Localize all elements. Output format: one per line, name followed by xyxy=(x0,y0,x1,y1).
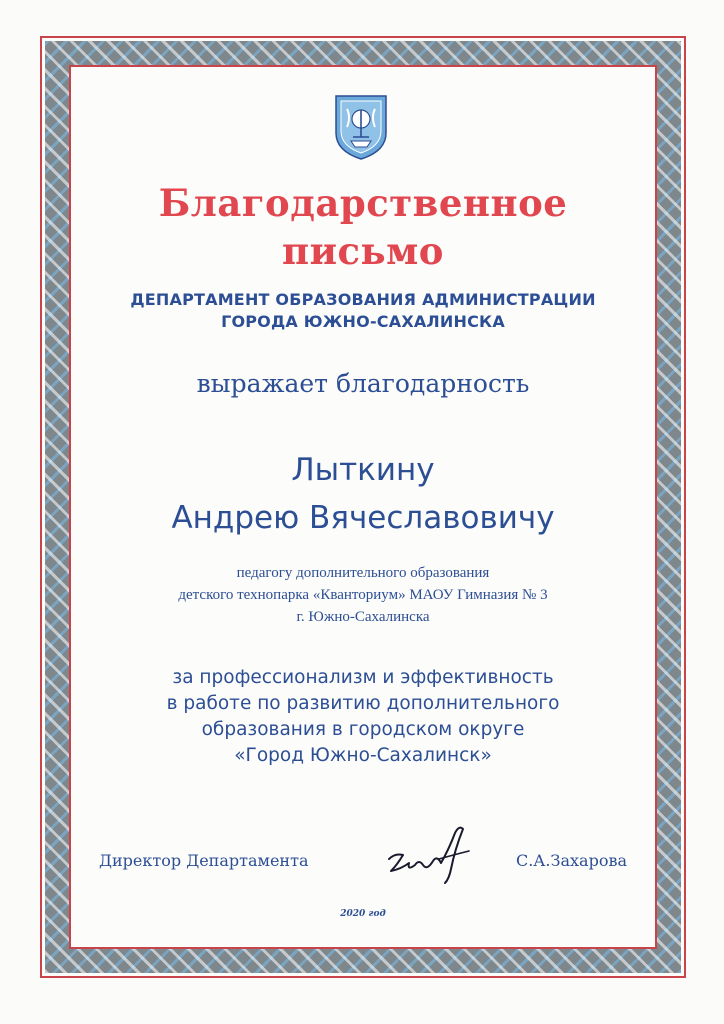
department-line-1: ДЕПАРТАМЕНТ ОБРАЗОВАНИЯ АДМИНИСТРАЦИИ xyxy=(130,290,596,309)
reason-line-3: образования в городском округе xyxy=(201,719,525,740)
city-coat-of-arms-icon xyxy=(333,93,389,161)
position-line-1: педагогу дополнительного образования xyxy=(236,565,490,581)
position-line-3: г. Южно-Сахалинска xyxy=(296,609,430,625)
certificate-content xyxy=(71,67,655,947)
reason-line-2: в работе по развитию дополнительного xyxy=(166,693,560,714)
department-line-2: ГОРОДА ЮЖНО-САХАЛИНСКА xyxy=(221,312,505,331)
signer-title: Директор Департамента xyxy=(99,851,309,870)
position-line-2: детского технопарка «Кванториум» МАОУ Гимназия № 3 xyxy=(178,587,548,603)
expresses-gratitude: выражает благодарность xyxy=(196,369,530,398)
reason-line-1: за профессионализм и эффективность xyxy=(172,667,554,688)
title-line-2: письмо xyxy=(282,229,444,273)
reason-line-4: «Город Южно-Сахалинск» xyxy=(234,745,492,766)
handwritten-signature xyxy=(379,819,479,889)
recipient-surname: Лыткину xyxy=(291,452,435,488)
document-year: 2020 год xyxy=(340,909,386,919)
recipient-given-names: Андрею Вячеславовичу xyxy=(171,500,555,536)
signer-name: С.А.Захарова xyxy=(515,851,627,870)
title-line-1: Благодарственное xyxy=(158,181,568,225)
